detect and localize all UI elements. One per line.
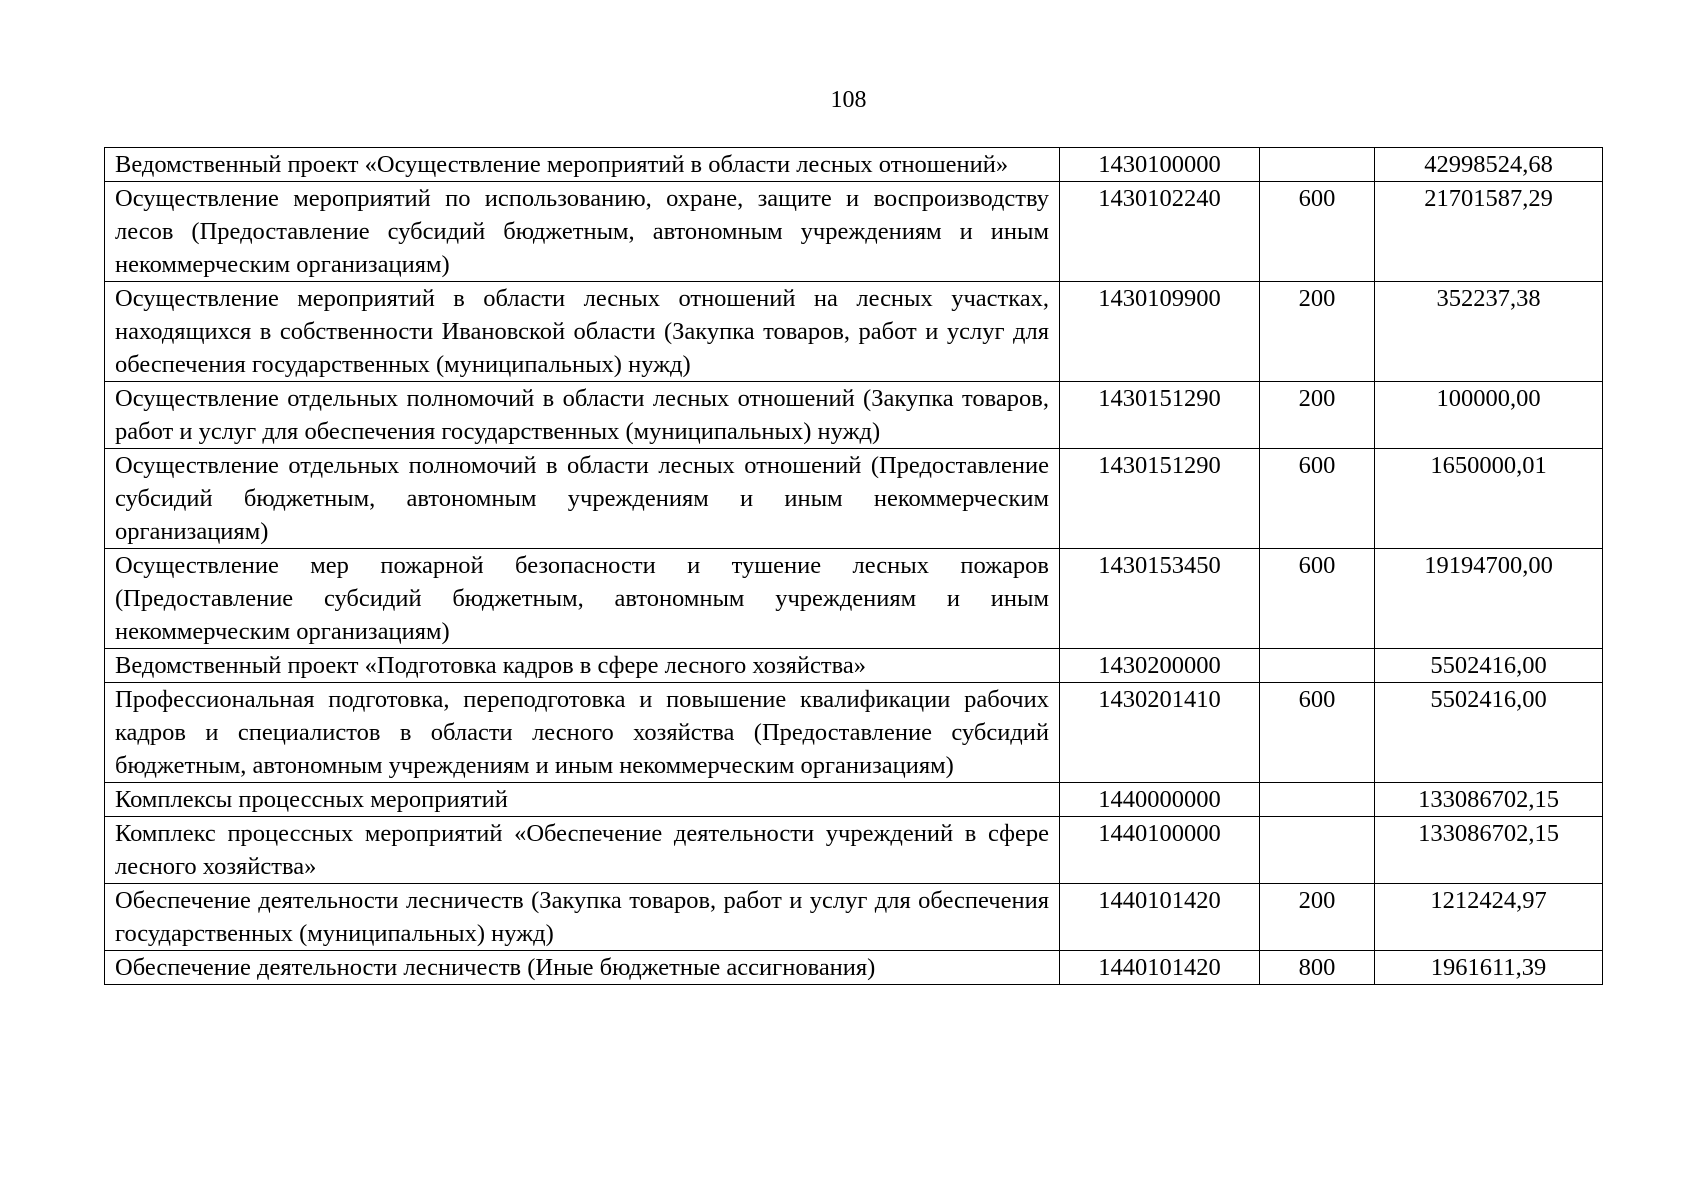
row-expense-type: 200 [1260, 382, 1375, 449]
row-expense-type [1260, 817, 1375, 884]
table-row [105, 549, 1603, 649]
row-code: 1430100000 [1060, 148, 1260, 182]
row-code: 1430153450 [1060, 549, 1260, 649]
row-code: 1430200000 [1060, 649, 1260, 683]
row-sum: 42998524,68 [1375, 148, 1603, 182]
row-expense-type: 600 [1260, 182, 1375, 282]
row-name: Профессиональная подготовка, переподготовка и повышение квалификации рабочих кадров и специалистов в области лесного хозяйства (Предоставление субсидий бюджетным, автономным учреждениям и иным некоммерческим организациям) [105, 683, 1060, 783]
row-sum: 19194700,00 [1375, 549, 1603, 649]
row-sum: 1650000,01 [1375, 449, 1603, 549]
row-code: 1440101420 [1060, 884, 1260, 951]
row-name: Осуществление мер пожарной безопасности и тушение лесных пожаров (Предоставление субсидий бюджетным, автономным учреждениям и иным некоммерческим организациям) [105, 549, 1060, 649]
row-sum: 1212424,97 [1375, 884, 1603, 951]
table-row [105, 148, 1603, 182]
table-row [105, 683, 1603, 783]
row-code: 1440101420 [1060, 951, 1260, 985]
row-name: Обеспечение деятельности лесничеств (Закупка товаров, работ и услуг для обеспечения государственных (муниципальных) нужд) [105, 884, 1060, 951]
table-row [105, 649, 1603, 683]
row-name: Ведомственный проект «Осуществление мероприятий в области лесных отношений» [105, 148, 1060, 182]
table-row [105, 449, 1603, 549]
row-name: Осуществление мероприятий в области лесных отношений на лесных участках, находящихся в собственности Ивановской области (Закупка товаров, работ и услуг для обеспечения государственных (муниципальных) нужд) [105, 282, 1060, 382]
row-sum: 5502416,00 [1375, 649, 1603, 683]
row-sum: 5502416,00 [1375, 683, 1603, 783]
table-row [105, 884, 1603, 951]
budget-table [104, 147, 1603, 985]
row-expense-type: 200 [1260, 884, 1375, 951]
row-expense-type: 600 [1260, 549, 1375, 649]
row-code: 1430151290 [1060, 449, 1260, 549]
table-row [105, 182, 1603, 282]
row-name: Ведомственный проект «Подготовка кадров в сфере лесного хозяйства» [105, 649, 1060, 683]
row-code: 1430151290 [1060, 382, 1260, 449]
row-name: Обеспечение деятельности лесничеств (Иные бюджетные ассигнования) [105, 951, 1060, 985]
row-name: Комплекс процессных мероприятий «Обеспечение деятельности учреждений в сфере лесного хозяйства» [105, 817, 1060, 884]
row-expense-type: 600 [1260, 449, 1375, 549]
row-sum: 100000,00 [1375, 382, 1603, 449]
row-name: Осуществление отдельных полномочий в области лесных отношений (Предоставление субсидий бюджетным, автономным учреждениям и иным некоммерческим организациям) [105, 449, 1060, 549]
row-code: 1440000000 [1060, 783, 1260, 817]
row-code: 1430102240 [1060, 182, 1260, 282]
row-expense-type: 800 [1260, 951, 1375, 985]
table-row [105, 817, 1603, 884]
page-number: 108 [830, 87, 867, 113]
row-expense-type [1260, 783, 1375, 817]
row-sum: 21701587,29 [1375, 182, 1603, 282]
row-expense-type [1260, 148, 1375, 182]
row-name: Осуществление мероприятий по использованию, охране, защите и воспроизводству лесов (Предоставление субсидий бюджетным, автономным учреждениям и иным некоммерческим организациям) [105, 182, 1060, 282]
table-row [105, 783, 1603, 817]
row-sum: 133086702,15 [1375, 817, 1603, 884]
row-name: Осуществление отдельных полномочий в области лесных отношений (Закупка товаров, работ и услуг для обеспечения государственных (муниципальных) нужд) [105, 382, 1060, 449]
table-row [105, 951, 1603, 985]
row-sum: 352237,38 [1375, 282, 1603, 382]
table-row [105, 282, 1603, 382]
row-code: 1440100000 [1060, 817, 1260, 884]
row-name: Комплексы процессных мероприятий [105, 783, 1060, 817]
row-sum: 1961611,39 [1375, 951, 1603, 985]
row-expense-type [1260, 649, 1375, 683]
row-expense-type: 200 [1260, 282, 1375, 382]
row-expense-type: 600 [1260, 683, 1375, 783]
row-code: 1430109900 [1060, 282, 1260, 382]
table-row [105, 382, 1603, 449]
row-sum: 133086702,15 [1375, 783, 1603, 817]
row-code: 1430201410 [1060, 683, 1260, 783]
